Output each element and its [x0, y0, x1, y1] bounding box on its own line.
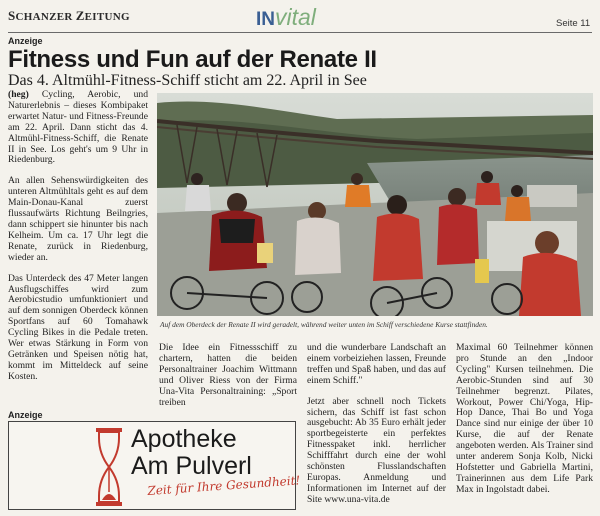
photo-caption: Auf dem Oberdeck der Renate II wird geradelt, während weiter unten im Schiff verschiedene Kurse stattfinden. — [160, 320, 488, 329]
newspaper-masthead — [8, 8, 130, 24]
header-divider — [8, 32, 592, 33]
section-brand-in: IN — [256, 9, 275, 30]
masthead-word: ZEITUNG — [75, 8, 130, 23]
section-brand-vital: vital — [275, 4, 316, 30]
page-number: Seite 11 — [556, 18, 591, 29]
article-paragraph: Die Idee ein Fitnessschiff zu chartern, hatten die beiden Personaltrainer Joachim Wittmann und Oliver Riess von der Firma Una-Vita Personaltraining: „Sport treiben — [159, 342, 297, 408]
article-photo — [157, 93, 593, 316]
masthead-word: SCHANZER — [8, 8, 76, 23]
ad-kicker: Anzeige — [8, 410, 43, 420]
section-brand — [256, 4, 316, 31]
article-column-2 — [159, 343, 297, 418]
pharmacy-name-line1: Apotheke — [131, 425, 237, 453]
article-headline: Fitness und Fun auf der Renate II — [8, 46, 377, 73]
article-column-1 — [8, 90, 148, 393]
pharmacy-name-line2: Am Pulverl — [131, 452, 252, 480]
article-paragraph: und die wunderbare Landschaft an einem vorbeiziehen lassen, Freunde treffen und Spaß haben, und das auf einem Schiff." — [307, 342, 446, 386]
article-paragraph: An allen Sehenswürdigkeiten des unteren Altmühltals geht es auf dem Main-Donau-Kanal zuerst flussaufwärts Richtung Beilngries, dann schippert sie hinunter bis nach Kelheim. Um ca. 17 Uhr legt die Renate, zurück in Riedenburg, wieder an. — [8, 175, 148, 263]
article-subheadline: Das 4. Altmühl-Fitness-Schiff sticht am 22. April in See — [8, 72, 367, 89]
article-paragraph: Das Unterdeck des 47 Meter langen Ausflugschiffes wird zum Aerobicstudio umfunktioniert und auf dem sonnigen Oberdeck können Sportfans auf 60 Tomahawk Cycling Bikes in die Pedale treten. Wer etwas Stärkung in Form von Getränken und Speisen nötig hat, kommt im Mitteldeck auf seine Kosten. — [8, 272, 148, 382]
article-paragraph: Jetzt aber schnell noch Tickets sichern, das Schiff ist fast schon ausgebucht: Ab 35 Euro erhält jeder sportbegeisterte ein perfektes Fitnesspaket inkl. herrlicher Schifffahrt durch eine der wohl schönsten Flusslandschaften Europas. Anmeldung und Informationen im Internet auf der Site www.una-vita.de — [307, 395, 446, 505]
hourglass-logo-icon — [96, 428, 122, 511]
paragraph-text: Cycling, Aerobic, und Naturerlebnis – dieses Kombipaket erwartet Natur- und Fitness-Freunde am 22. April. Dann sticht das 4. Altmühl-Fitness-Schiff, die Renate II in See. Los geht's um 9 Uhr in Riedenburg. — [8, 89, 148, 166]
article-paragraph — [8, 90, 148, 166]
article-column-3 — [307, 343, 446, 516]
author-tag: (heg) — [8, 89, 29, 100]
article-kicker: Anzeige — [8, 36, 43, 46]
article-paragraph: Maximal 60 Teilnehmer können pro Stunde an den „Indoor Cycling" Kursen teilnehmen. Die Aerobic-Stunden sind auf 30 Teilnehmer begrenzt. Pilates, Workout, Power Chi/Yoga, Hip-Hop Dance, Thai Bo und Yoga Dance sind nur einige der über 10 Kurse, die auf der Renate angeboten werden. Als Trainer sind unter anderem Sonja Kolb, Nicki Hofstetter und Gabriella Martini, Trainerinnen aus dem Life Park Max in Ingolstadt dabei. — [456, 342, 593, 495]
article-column-4 — [456, 343, 593, 506]
pharmacy-slogan: Zeit für Ihre Gesundheit! — [147, 473, 301, 498]
